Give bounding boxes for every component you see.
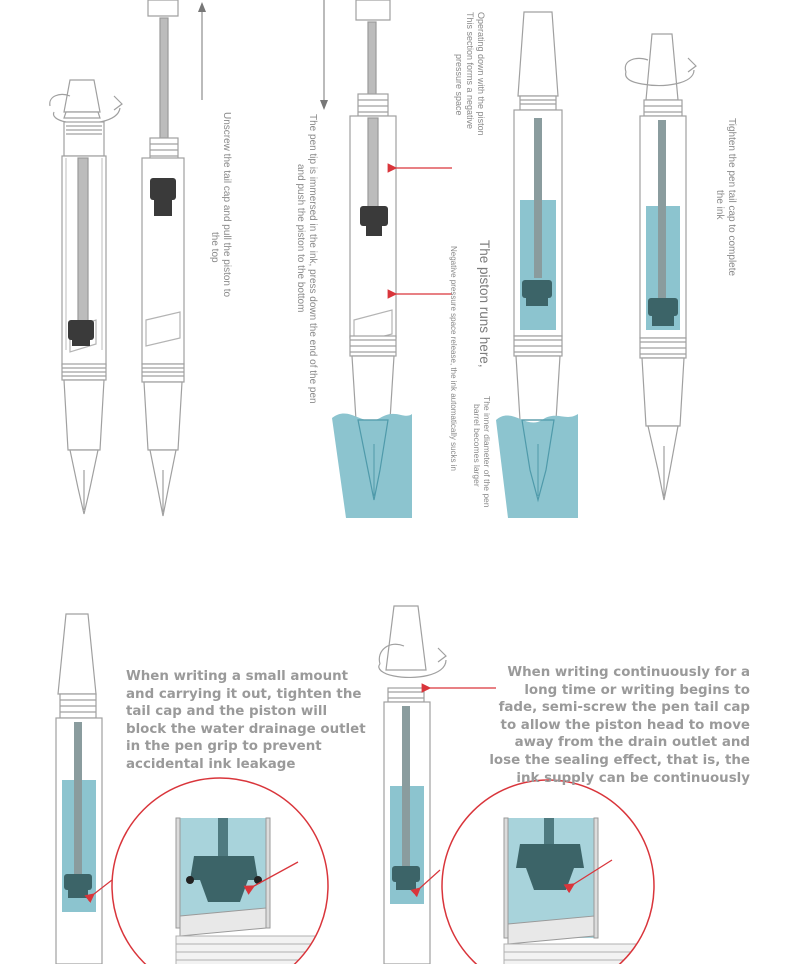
note-sealed-line3: tail cap and the piston will bbox=[126, 704, 328, 720]
callout-a-line3: pressure space bbox=[454, 54, 464, 116]
push-down-arrowhead bbox=[320, 100, 328, 110]
step4-line1: Tighten the pen tail cap to complete bbox=[726, 118, 737, 277]
pen-7-piston-rod bbox=[402, 706, 410, 866]
pen-1-unscrew bbox=[50, 80, 122, 514]
note-sealed-line1: When writing a small amount bbox=[126, 669, 349, 684]
pen-6-piston-rod bbox=[74, 722, 82, 878]
pen-3-piston-base bbox=[366, 226, 382, 236]
step3-title: The piston runs here, bbox=[477, 240, 492, 368]
pen-2-piston-base bbox=[154, 200, 172, 216]
step2-line1: The pen tip is immersed in the ink, press down the end of the pen bbox=[307, 114, 318, 404]
pen-5-piston-rod bbox=[658, 120, 666, 300]
note-continuous-line4: to allow the piston head to move bbox=[500, 717, 750, 733]
note-sealed-line6: accidental ink leakage bbox=[126, 756, 296, 772]
pen-7-piston-base bbox=[396, 882, 416, 890]
step1-line2: the top bbox=[209, 232, 220, 263]
pen-1-piston-base bbox=[72, 340, 90, 346]
step1-line1: Unscrew the tail cap and pull the piston to bbox=[221, 112, 232, 298]
pen-4-grip bbox=[514, 336, 562, 420]
note-continuous-line7: ink supply can be continuously bbox=[516, 770, 750, 786]
pen-5-piston-base bbox=[652, 316, 674, 326]
step4-label bbox=[713, 118, 737, 276]
pen-7-half-open bbox=[379, 606, 446, 964]
pen-1-piston-head bbox=[68, 320, 94, 340]
note-sealed-line5: in the pen grip to prevent bbox=[126, 739, 322, 755]
note-continuous-line5: away from the drain outlet and bbox=[514, 735, 750, 751]
step1-label bbox=[208, 112, 232, 297]
zoom-circle-left-content bbox=[110, 778, 330, 964]
callout-a-line1: Operating down with the piston bbox=[476, 12, 486, 136]
pen-4-piston-head bbox=[522, 280, 552, 298]
note-sealed bbox=[126, 668, 366, 774]
ink-pool-2 bbox=[496, 414, 578, 518]
pen-5-piston-head bbox=[648, 298, 678, 316]
note-continuous bbox=[489, 664, 750, 787]
pen-4-piston-rod bbox=[534, 118, 542, 278]
step4-line2: the ink bbox=[714, 190, 725, 220]
step3-callout: Negative pressure space release, the ink automatically sucks in bbox=[449, 246, 458, 471]
pen-6-piston-head bbox=[64, 874, 92, 890]
pen-4-piston-base bbox=[526, 298, 548, 306]
note-continuous-line2: long time or writing begins to bbox=[524, 682, 750, 698]
pen-6-piston-base bbox=[68, 890, 88, 898]
step2-line2: and push the piston to the bottom bbox=[295, 164, 306, 313]
ink-pool-1 bbox=[332, 413, 412, 518]
step3-sub-line2: barrel becomes larger bbox=[472, 404, 482, 487]
callout-a-line2: This section forms a negative bbox=[465, 12, 475, 130]
note-continuous-line6: lose the sealing effect, that is, the bbox=[489, 752, 750, 768]
pen-2-piston-head bbox=[150, 178, 176, 200]
note-sealed-line4: block the water drainage outlet bbox=[126, 721, 366, 737]
note-continuous-line1: When writing continuously for a bbox=[507, 665, 750, 680]
note-continuous-line3: fade, semi-screw the pen tail cap bbox=[498, 700, 750, 716]
step2-callout-negative-space bbox=[453, 12, 486, 136]
pull-up-arrowhead bbox=[198, 2, 206, 12]
pen-2-pulled bbox=[142, 0, 184, 516]
pen-3-piston-head bbox=[360, 206, 388, 226]
pen-5-grip bbox=[640, 338, 686, 500]
zoom-circle-right-content bbox=[440, 778, 660, 964]
note-sealed-line2: and carrying it out, tighten the bbox=[126, 686, 362, 702]
step3-sub-line1: The inner diameter of the pen bbox=[482, 396, 492, 508]
pen-7-piston-head bbox=[392, 866, 420, 882]
step3-sub bbox=[472, 396, 492, 508]
step2-label bbox=[294, 114, 318, 404]
